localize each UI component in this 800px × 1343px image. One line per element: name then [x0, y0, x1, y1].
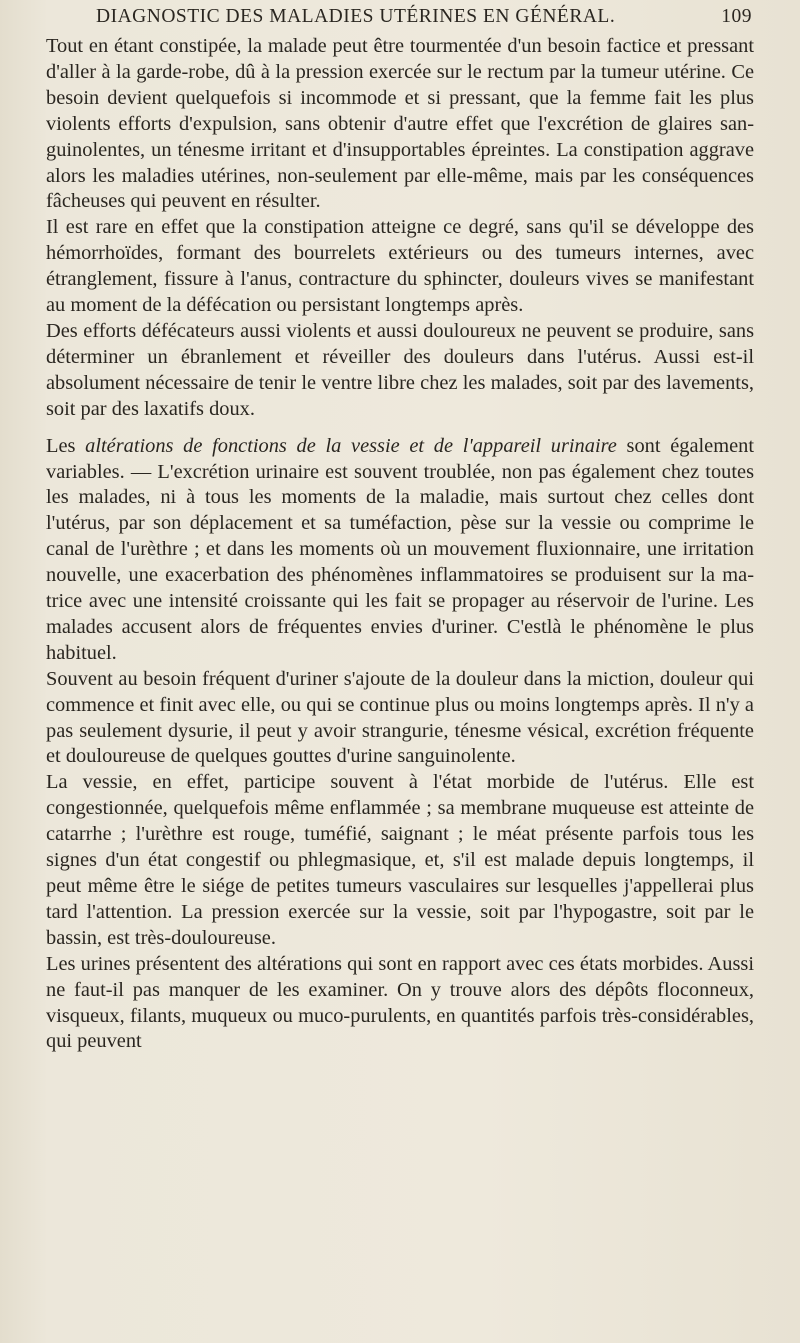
paragraph-miction-pain: Souvent au besoin fréquent d'uriner s'ajoute de la douleur dans la miction, douleur qui commence et finit avec elle, ou qui se continue plus ou moins longtemps après. Il n'y a pas seulement dysurie, il peut y avoir strangurie, ténesme vésical, excrétion fréquente et douloureuse de quelques gouttes d'urine sanguinolente.	[46, 667, 754, 768]
running-title: DIAGNOSTIC DES MALADIES UTÉRINES EN GÉNÉRAL.	[96, 6, 616, 27]
paragraph-lead: Les	[46, 434, 86, 457]
running-header	[46, 4, 754, 34]
paragraph-defecation-efforts: Des efforts défécateurs aussi violents et aussi douloureux ne peuvent se produire, sans déterminer un ébranlement et réveiller des douleurs dans l'utérus. Aussi est-il absolument nécessaire de tenir le ventre libre chez les malades, soit par des lavements, soit par des laxatifs doux.	[46, 319, 754, 420]
body-text	[46, 34, 754, 1055]
paragraph-urine-deposits: Les urines présentent des altérations qui sont en rapport avec ces états morbides. Aussi ne faut-il pas manquer de les examiner. On y trouve alors des dépôts floconneux, visqueux, filants, muqueux ou muco-purulents, en quantités parfois très-considérables, qui peuvent	[46, 952, 754, 1053]
paragraph-hemorrhoids: Il est rare en effet que la constipation atteigne ce degré, sans qu'il se développe des hémorrhoïdes, formant des bourrelets extérieurs ou des tumeurs internes, avec étranglement, fissure à l'anus, contracture du sphincter, douleurs vives se manifestant au moment de la défécation ou persistant longtemps après.	[46, 216, 754, 317]
paragraph-body: sont également variables. — L'excrétion urinaire est souvent troublée, non pas également chez toutes les malades, ni à tous les moments de la maladie, mais surtout chez celles dont l'utérus, par son déplacement et sa tuméfaction, pèse sur la vessie ou comprime le canal de l'urèthre ; et dans les moments où un mouvement fluxionnaire, une irritation nouvelle, une exacerbation des phénomènes inflammatoires se produisent sur la matrice avec une intensité croissante qui les fait se propager au réservoir de l'urine. Les malades accusent alors de fréquentes envies d'uriner. C'estlà le phénomène le plus habituel.	[46, 434, 754, 664]
page-number: 109	[721, 6, 752, 27]
section-heading-italic: altérations de fonctions de la vessie et de l'appareil urinaire	[85, 434, 617, 457]
paragraph-bladder-congestion: La vessie, en effet, participe souvent à l'état morbide de l'utérus. Elle est congestionnée, quelquefois même enflammée ; sa membrane muqueuse est atteinte de catarrhe ; l'urèthre est rouge, tuméfié, saignant ; le méat présente parfois tous les signes d'un état congestif ou phlegmasique, et, s'il est malade depuis longtemps, il peut même être le siége de petites tumeurs vasculaires sur lesquelles j'appellerai plus tard l'attention. La pression exercée sur la vessie, soit par l'hypogastre, soit par le bassin, est très-douloureuse.	[46, 771, 754, 949]
paragraph-constipation: Tout en étant constipée, la malade peut être tourmentée d'un besoin factice et pressant d'aller à la garde-robe, dû à la pression exercée sur le rectum par la tumeur utérine. Ce besoin devient quelquefois si incommode et si pressant, que la femme fait les plus violents efforts d'expulsion, sans obtenir d'autre effet que l'excrétion de glaires sanguinolentes, un ténesme irritant et d'insupportables épreintes. La constipation aggrave alors les maladies utérines, non-seulement par elle-même, mais par les conséquences fâcheuses qui peuvent en résulter.	[46, 35, 754, 213]
paragraph-bladder-alterations	[46, 434, 754, 667]
